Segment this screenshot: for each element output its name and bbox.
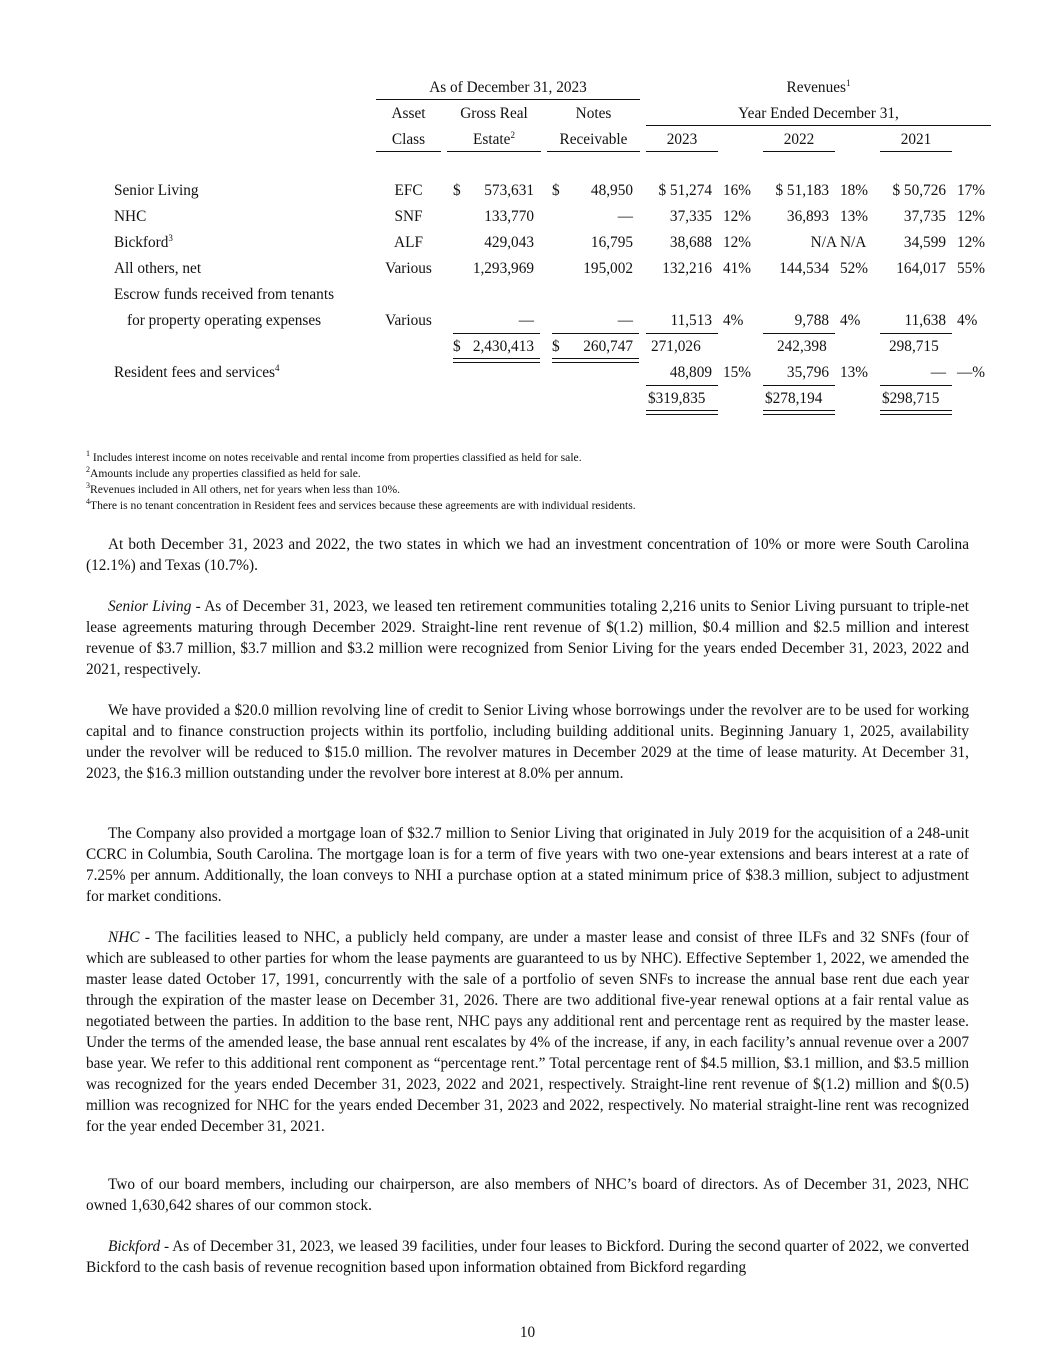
notes-receivable: — bbox=[617, 312, 633, 329]
header-rule bbox=[547, 151, 640, 152]
pct-2023: 12% bbox=[723, 208, 752, 225]
footnote: $^1$ Includes interest income on notes receivable and rental income from properties classified as held for sale. bbox=[86, 449, 582, 464]
row-label: Resident fees and services$^4$ bbox=[114, 362, 280, 381]
total-double-rule bbox=[552, 358, 639, 363]
revenue-2021: 164,017 bbox=[896, 260, 946, 277]
page-number: 10 bbox=[519, 1324, 536, 1341]
asset-class: Various bbox=[385, 312, 432, 329]
row-label: NHC bbox=[114, 208, 147, 225]
footnote: $^3$Revenues included in All others, net for years when less than 10%. bbox=[86, 481, 401, 496]
pct-2023: 12% bbox=[723, 234, 752, 251]
header-as-of: As of December 31, 2023 bbox=[429, 79, 587, 96]
pct-2021: 55% bbox=[957, 260, 986, 277]
pct-2022: 13% bbox=[840, 208, 869, 225]
sum-rule bbox=[552, 333, 639, 334]
row-label: Escrow funds received from tenants bbox=[114, 286, 335, 303]
pct-2023: 4% bbox=[723, 312, 744, 329]
total-double-rule bbox=[763, 410, 835, 415]
gross-real-estate: 133,770 bbox=[484, 208, 534, 225]
sum-rule bbox=[763, 333, 835, 334]
asset-class: Various bbox=[385, 260, 432, 277]
pct-2022: N/A bbox=[840, 234, 867, 251]
col-gross-real-estate: Gross Real bbox=[460, 105, 528, 122]
revenue-2022: 144,534 bbox=[779, 260, 829, 277]
sum-rule bbox=[763, 385, 835, 386]
revenue-2023: 37,335 bbox=[669, 208, 712, 225]
gross-real-estate: 573,631 bbox=[484, 182, 534, 199]
paragraph-board: Two of our board members, including our chairperson, are also members of NHC’s board of directors. As of December 31, 2023, NHC owned 1,630,642 shares of our common stock. bbox=[86, 1176, 969, 1214]
pct-2023: 15% bbox=[723, 364, 752, 381]
col-asset-class: Asset bbox=[391, 105, 426, 122]
row-label: All others, net bbox=[114, 260, 202, 277]
pct-2021: 12% bbox=[957, 234, 986, 251]
paragraph-lead: NHC bbox=[108, 929, 140, 946]
footnote: $^2$Amounts include any properties classified as held for sale. bbox=[86, 465, 361, 480]
notes-receivable-total: 260,747 bbox=[583, 338, 633, 355]
col-2023: 2023 bbox=[666, 131, 698, 148]
revenue-2022-subtotal: 242,398 bbox=[777, 338, 827, 355]
gross-real-estate: 1,293,969 bbox=[472, 260, 534, 277]
currency-symbol: $ bbox=[552, 182, 560, 199]
revenue-2023: 132,216 bbox=[662, 260, 712, 277]
revenue-2021: $ 50,726 bbox=[892, 182, 946, 199]
paragraph-revolver: We have provided a $20.0 million revolving line of credit to Senior Living whose borrowings under the revolver are to be used for working capital and to finance construction projects within its portfolio, including building additional units. Beginning January 1, 2025, availability under the revolver will be reduced to $15.0 million. The revolver matures in December 2029 at the time of lease maturity. At December 31, 2023, the $16.3 million outstanding under the revolver bore interest at 8.0% per annum. bbox=[86, 702, 969, 782]
row-label-continued: for property operating expenses bbox=[127, 312, 322, 329]
total-double-rule bbox=[646, 410, 718, 415]
paragraph-mortgage-loan: The Company also provided a mortgage loan of $32.7 million to Senior Living that originated in July 2019 for the acquisition of a 248-unit CCRC in Columbia, South Carolina. The mortgage loan is for a term of five years with two one-year extensions and bears interest at a rate of 7.25% per annum. Additionally, the loan conveys to NHI a purchase option at a stated minimum price of $38.3 million, subject to adjustment for market conditions. bbox=[86, 825, 969, 905]
header-revenues: Revenues$^1$ bbox=[786, 77, 851, 96]
asset-class: ALF bbox=[394, 234, 423, 251]
revenue-2022: $ 51,183 bbox=[775, 182, 829, 199]
header-rule bbox=[447, 151, 541, 152]
revenue-2021: — bbox=[930, 364, 946, 381]
currency-symbol: $ bbox=[453, 338, 461, 355]
revenue-2023-total: $319,835 bbox=[648, 390, 706, 407]
col-2021: 2021 bbox=[900, 131, 932, 148]
asset-class: EFC bbox=[394, 182, 423, 199]
revenue-2023: 48,809 bbox=[669, 364, 712, 381]
header-rule bbox=[763, 151, 835, 152]
revenue-2021-total: $298,715 bbox=[882, 390, 940, 407]
notes-receivable: 195,002 bbox=[583, 260, 633, 277]
currency-symbol: $ bbox=[453, 182, 461, 199]
footnote: $^4$There is no tenant concentration in Resident fees and services because these agreements are with individual residents. bbox=[86, 497, 636, 512]
paragraph-lead: Senior Living bbox=[108, 598, 192, 615]
pct-2022: 13% bbox=[840, 364, 869, 381]
paragraph-nhc: NHC - The facilities leased to NHC, a publicly held company, are under a master lease and consist of three ILFs and 32 SNFs (four of which are subleased to other parties for whom the lease payments are guaranteed to us by NHC). Effective September 1, 2022, we amended the master lease dated October 17, 1991, concurrently with the sale of a portfolio of seven SNFs to increase the annual base rent due each year through the expiration of the master lease on December 31, 2026. There are two additional five-year renewal options at a fair rental value as negotiated between the parties. In addition to the base rent, NHC pays any additional rent and percentage rent as required by the master lease. Under the terms of the amended lease, the base annual rent escalates by 4% of the increase, if any, in each facility’s annual revenue over a 2007 base year. We refer to this additional rent component as “percentage rent.” Total percentage rent of $4.5 million, $3.1 million, and $3.5 million was recognized for the years ended December 31, 2023, 2022 and 2021, respectively. Straight-line rent revenue of $(1.2) million and $(0.5) million was recognized for NHC for the years ended December 31, 2023 and 2022, respectively. No material straight-line rent was recognized for the year ended December 31, 2021. bbox=[86, 929, 969, 1135]
asset-class: SNF bbox=[394, 208, 423, 225]
paragraph-senior-living: Senior Living - As of December 31, 2023, we leased ten retirement communities totaling 2,216 units to Senior Living pursuant to triple-net lease agreements maturing through December 2029. Straight-line rent revenue of $(1.2) million, $0.4 million and $2.5 million and interest revenue of $3.7 million, $3.7 million and $3.2 million were recognized from Senior Living for the years ended December 31, 2023, 2022 and 2021, respectively. bbox=[86, 598, 969, 678]
revenue-2021: 34,599 bbox=[903, 234, 946, 251]
sum-rule bbox=[880, 385, 952, 386]
notes-receivable: 16,795 bbox=[590, 234, 633, 251]
pct-2023: 41% bbox=[723, 260, 752, 277]
paragraph-state-concentration: At both December 31, 2023 and 2022, the two states in which we had an investment concentration of 10% or more were South Carolina (12.1%) and Texas (10.7%). bbox=[86, 536, 969, 574]
col-notes-receivable: Notes bbox=[575, 105, 612, 122]
col-asset-class: Class bbox=[391, 131, 426, 148]
notes-receivable: 48,950 bbox=[590, 182, 633, 199]
pct-2021: 4% bbox=[957, 312, 978, 329]
col-gross-real-estate: Estate$^2$ bbox=[473, 129, 515, 148]
revenue-2021: 37,735 bbox=[903, 208, 946, 225]
revenue-2023: 11,513 bbox=[670, 312, 712, 329]
pct-2022: 52% bbox=[840, 260, 869, 277]
sum-rule bbox=[646, 333, 718, 334]
header-rule bbox=[376, 151, 441, 152]
revenue-2022: 35,796 bbox=[786, 364, 829, 381]
sum-rule bbox=[453, 333, 540, 334]
header-year-ended: Year Ended December 31, bbox=[738, 105, 899, 122]
header-rule bbox=[646, 151, 718, 152]
header-rule bbox=[880, 151, 952, 152]
revenue-2021: 11,638 bbox=[904, 312, 946, 329]
revenue-2022: N/A bbox=[810, 234, 837, 251]
row-label: Bickford$^3$ bbox=[114, 232, 173, 251]
currency-symbol: $ bbox=[552, 338, 560, 355]
revenue-2023-subtotal: 271,026 bbox=[651, 338, 701, 355]
total-double-rule bbox=[453, 358, 540, 363]
pct-2021: 17% bbox=[957, 182, 986, 199]
sum-rule bbox=[646, 385, 718, 386]
revenue-2022: 36,893 bbox=[786, 208, 829, 225]
revenue-2022-total: $278,194 bbox=[765, 390, 823, 407]
pct-2021: —% bbox=[957, 364, 986, 381]
paragraph-bickford: Bickford - As of December 31, 2023, we leased 39 facilities, under four leases to Bickford. During the second quarter of 2022, we converted Bickford to the cash basis of revenue recognition based upon information obtained from Bickford regarding bbox=[86, 1238, 969, 1276]
gross-real-estate: 429,043 bbox=[484, 234, 534, 251]
row-label: Senior Living bbox=[114, 182, 199, 199]
pct-2022: 4% bbox=[840, 312, 861, 329]
revenue-2021-subtotal: 298,715 bbox=[889, 338, 939, 355]
header-rule bbox=[376, 99, 640, 100]
pct-2022: 18% bbox=[840, 182, 869, 199]
header-rule bbox=[646, 125, 991, 126]
revenue-2023: 38,688 bbox=[669, 234, 712, 251]
gross-real-estate-total: 2,430,413 bbox=[472, 338, 534, 355]
total-double-rule bbox=[880, 410, 952, 415]
pct-2023: 16% bbox=[723, 182, 752, 199]
revenue-2022: 9,788 bbox=[794, 312, 829, 329]
notes-receivable: — bbox=[617, 208, 633, 225]
col-notes-receivable: Receivable bbox=[559, 131, 628, 148]
sum-rule bbox=[880, 333, 952, 334]
paragraph-lead: Bickford bbox=[108, 1238, 161, 1255]
pct-2021: 12% bbox=[957, 208, 986, 225]
gross-real-estate: — bbox=[518, 312, 534, 329]
revenue-2023: $ 51,274 bbox=[658, 182, 712, 199]
col-2022: 2022 bbox=[783, 131, 815, 148]
